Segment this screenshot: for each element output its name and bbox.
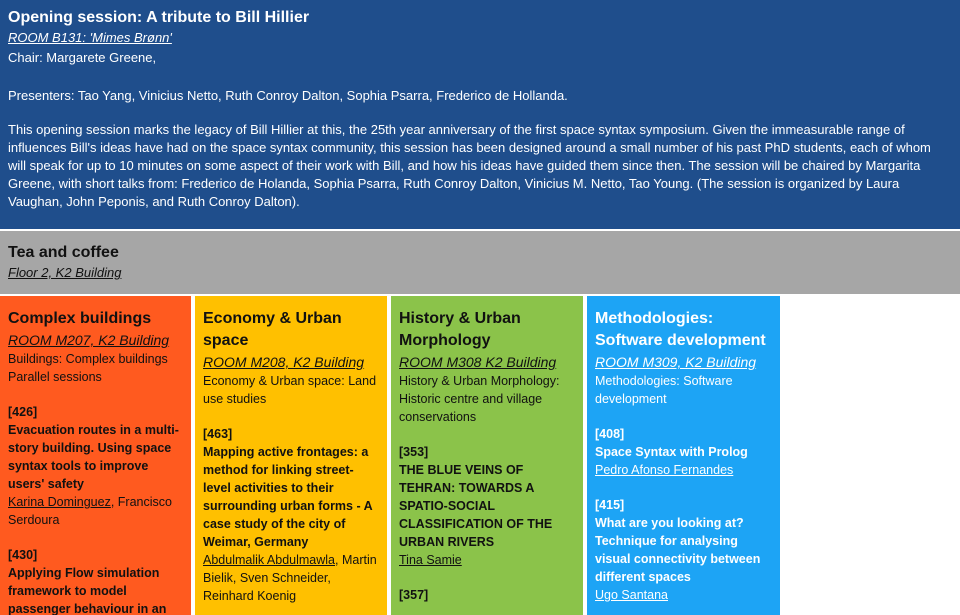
paper-title: Space Syntax with Prolog [595, 445, 748, 459]
author-link[interactable]: Pedro Afonso Fernandes [595, 463, 734, 477]
session-room-link[interactable]: ROOM M208, K2 Building [203, 354, 365, 370]
session-description: Methodologies: Software development [595, 374, 733, 406]
session-room-link[interactable]: ROOM M309, K2 Building [595, 354, 757, 370]
tea-break-block [0, 231, 960, 294]
session-title: Complex buildings [8, 310, 152, 327]
session-description: History & Urban Morphology: Historic centre and village conservations [399, 374, 560, 424]
co-authors: , Martin Bielik, Sven Schneider, Reinhard Koenig [203, 553, 377, 603]
paper-authors [595, 586, 772, 604]
opening-chair: Chair: Margarete Greene, [8, 50, 157, 65]
session-title: Economy & Urban space [203, 310, 342, 349]
co-authors: , Francisco Serdoura [8, 495, 172, 527]
session-column-history-urban-morphology [391, 296, 583, 615]
paper-id: [357] [399, 588, 429, 602]
paper-id: [463] [203, 427, 233, 441]
session-description: Buildings: Complex buildings [8, 352, 168, 366]
paper-entry [399, 443, 575, 569]
session-column-complex-buildings [0, 296, 191, 615]
paper-authors [595, 461, 772, 479]
paper-authors [203, 551, 379, 605]
session-room-link[interactable]: ROOM M207, K2 Building [8, 332, 170, 348]
paper-title: Mapping active frontages: a method for linking street-level activities to their surrounding urban forms - A case study of the city of Weimar, Germany [203, 445, 373, 549]
tea-break-title: Tea and coffee [8, 244, 119, 261]
paper-title: Evacuation routes in a multi-story building. Using space syntax tools to improve users' safety [8, 423, 179, 491]
tea-break-location: Floor 2, K2 Building [8, 265, 122, 280]
paper-entry [203, 425, 379, 605]
paper-id: [430] [8, 548, 38, 562]
paper-entry [595, 425, 772, 479]
paper-title: What are you looking at? Technique for analysing visual connectivity between different spaces [595, 516, 761, 584]
session-description: Economy & Urban space: Land use studies [203, 374, 377, 406]
session-room-link[interactable]: ROOM M308 K2 Building [399, 354, 557, 370]
paper-title: THE BLUE VEINS OF TEHRAN: TOWARDS A SPATIO-SOCIAL CLASSIFICATION OF THE URBAN RIVERS [399, 463, 553, 549]
paper-entry [8, 546, 183, 615]
paper-entry [8, 403, 183, 529]
paper-id: [353] [399, 445, 429, 459]
opening-room-link[interactable]: ROOM B131: 'Mimes Brønn' [8, 30, 172, 45]
author-link[interactable]: Abdulmalik Abdulmawla [203, 553, 336, 567]
paper-id: [408] [595, 427, 625, 441]
author-link[interactable]: Tina Samie [399, 553, 462, 567]
author-link[interactable]: Karina Dominguez [8, 495, 111, 509]
session-column-economy-urban-space [195, 296, 387, 615]
opening-presenters: Presenters: Tao Yang, Vinicius Netto, Ruth Conroy Dalton, Sophia Psarra, Frederico de Hollanda. [8, 88, 568, 103]
paper-id: [426] [8, 405, 38, 419]
paper-authors [8, 493, 183, 529]
opening-description: This opening session marks the legacy of Bill Hillier at this, the 25th year anniversary of the first space syntax symposium. Given the immeasurable range of influences Bill's ideas have had on the space syntax community, this session has been designed around a small number of his past PhD students, each of whom will speak for up to 10 minutes on some aspect of their work with Bill, and how his ideas have guided them since then. The session will be chaired by Margarita Greene, with short talks from: Frederico de Holanda, Sophia Psarra, Ruth Conroy Dalton, Vinicius M. Netto, Tao Young. (The session is organized by Laura Vaughan, John Peponis, and Ruth Conroy Dalton). [8, 122, 931, 209]
paper-entry [399, 586, 575, 604]
session-title: History & Urban Morphology [399, 310, 521, 349]
opening-session-block [0, 0, 960, 229]
paper-entry [595, 496, 772, 604]
paper-id: [415] [595, 498, 625, 512]
session-column-methodologies [587, 296, 780, 615]
paper-title: Applying Flow simulation framework to model passenger behaviour in an [8, 566, 167, 615]
session-subdescription: Parallel sessions [8, 370, 102, 384]
author-link[interactable]: Ugo Santana [595, 588, 668, 602]
session-title: Methodologies: Software development [595, 310, 766, 349]
opening-session-title: Opening session: A tribute to Bill Hillier [8, 9, 310, 26]
paper-authors [399, 551, 575, 569]
